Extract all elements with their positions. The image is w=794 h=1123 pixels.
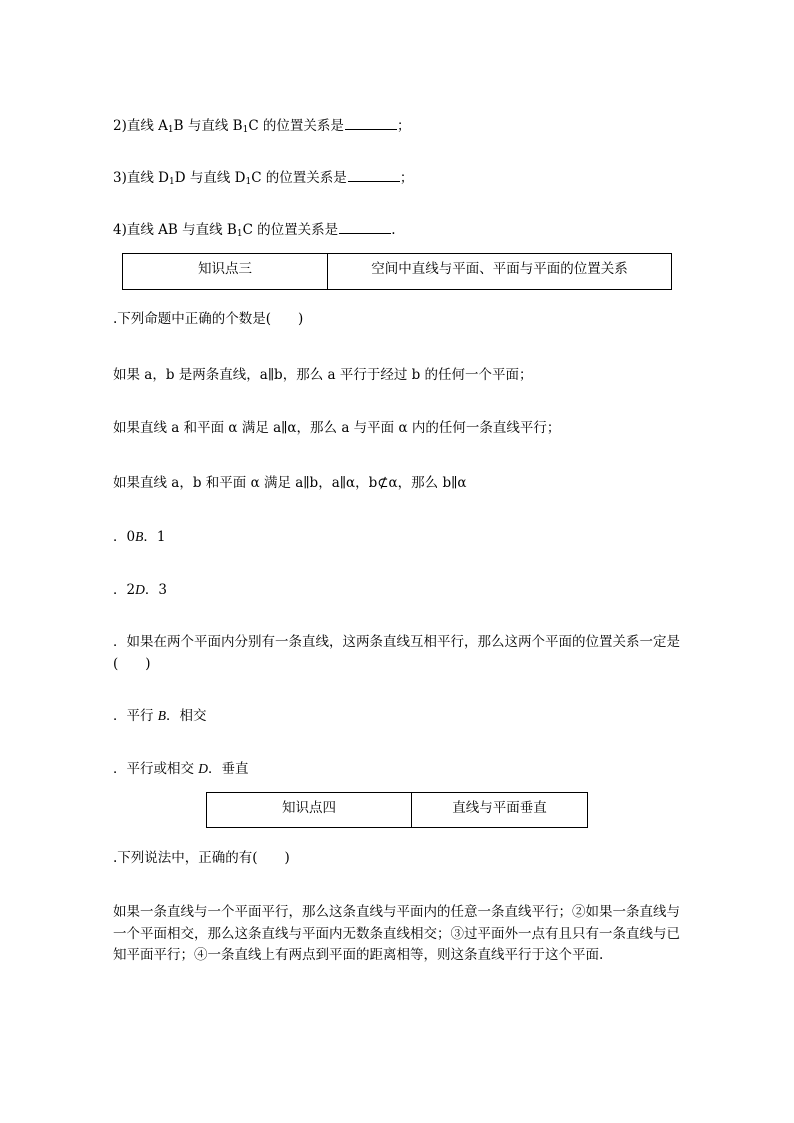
section-3-title: 空间中直线与平面、平面与平面的位置关系 [328, 254, 672, 290]
mc1-statement-2: 如果直线 a 和平面 α 满足 a∥α，那么 a 与平面 α 内的任何一条直线平行； [113, 420, 561, 436]
question-2: 2)直线 $A_1B$ 与直线 $B_1C$ 的位置关系是 ； [113, 118, 411, 135]
mc2-stem: ．如果在两个平面内分别有一条直线，这两条直线互相平行，那么这两个平面的位置关系一定是( ) [113, 634, 680, 672]
mc1-statement-1: 如果 a，b 是两条直线，a∥b，那么 a 平行于经过 b 的任何一个平面； [113, 367, 533, 383]
mc3-stem: .下列说法中，正确的有( ) [113, 850, 290, 866]
mc2-options-cd: ．平行或相交 D．垂直 [113, 761, 249, 777]
section-4-label: 知识点四 [207, 793, 412, 828]
question-3: 3)直线 $D_1D$ 与直线 $D_1C$ 的位置关系是 ； [113, 170, 414, 187]
mc1-options-ab: ．0B．1 [113, 529, 166, 545]
question-4: 4)直线 AB 与直线 $B_1C$ 的位置关系是 . [113, 222, 396, 239]
mc1-statement-3: 如果直线 a，b 和平面 α 满足 a∥b，a∥α，b⊄α，那么 b∥α [113, 475, 467, 491]
answer-blank [345, 117, 397, 130]
section-4-title: 直线与平面垂直 [412, 793, 588, 828]
section-4-table [206, 792, 588, 828]
answer-blank [348, 169, 400, 182]
mc1-options-cd: ．2D．3 [113, 582, 167, 598]
section-3-label: 知识点三 [123, 254, 328, 290]
mc2-options-ab: ．平行 B．相交 [113, 708, 207, 724]
mc1-stem: .下列命题中正确的个数是( ) [113, 311, 304, 327]
mc3-body: 如果一条直线与一个平面平行，那么这条直线与平面内的任意一条直线平行；②如果一条直线与一个平面相交，那么这条直线与平面内无数条直线相交；③过平面外一点有且只有一条直线与已知平面平行；④一条直线上有两点到平面的距离相等，则这条直线平行于这个平面. [113, 904, 680, 963]
section-3-table [122, 253, 672, 290]
answer-blank [339, 221, 391, 234]
